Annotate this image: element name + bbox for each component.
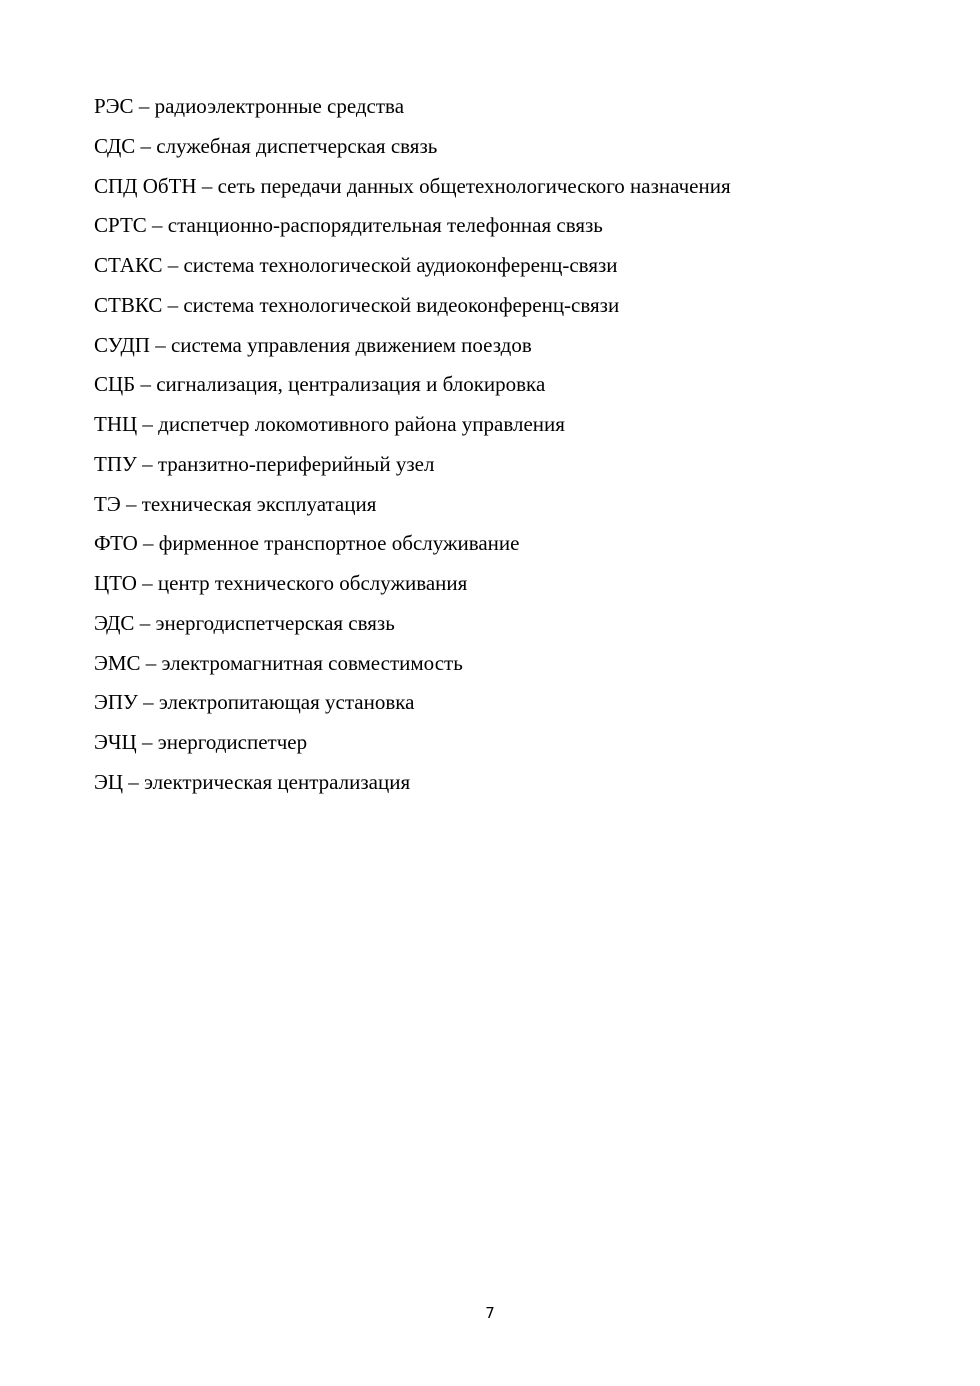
abbreviation-item (94, 132, 954, 172)
abbreviation-item (94, 450, 954, 490)
abbreviation-item (94, 92, 954, 132)
abbreviation-definition: сигнализация, централизация и блокировка (156, 372, 546, 397)
abbreviation-definition: система технологической аудиоконференц-связи (183, 253, 618, 277)
abbreviation-definition: электромагнитная совместимость (161, 650, 463, 675)
abbreviation-term: РЭС (94, 94, 134, 118)
abbreviation-dash: – (167, 253, 179, 277)
abbreviation-dash: – (142, 571, 153, 595)
abbreviation-item (94, 211, 954, 251)
abbreviation-dash: – (139, 610, 151, 635)
abbreviation-definition: энергодиспетчер (157, 730, 308, 754)
abbreviation-dash: – (142, 412, 153, 436)
abbreviation-definition: техническая эксплуатация (141, 491, 377, 516)
abbreviation-dash: – (155, 332, 166, 357)
abbreviation-definition: система технологической видеоконференц-связи (183, 292, 620, 317)
abbreviation-term: СЦБ (94, 372, 136, 397)
abbreviation-dash: – (145, 650, 157, 675)
abbreviation-dash: – (143, 690, 154, 715)
abbreviation-term: ЭМС (94, 650, 141, 675)
abbreviation-definition: электрическая централизация (144, 769, 411, 794)
abbreviation-term: СРТС (94, 213, 147, 238)
abbreviation-term: ФТО (94, 531, 138, 556)
abbreviation-dash: – (140, 133, 152, 158)
abbreviation-term: ЭПУ (94, 690, 138, 715)
abbreviation-item (94, 490, 954, 530)
abbreviation-term: ТПУ (94, 451, 137, 476)
abbreviation-definition: электропитающая установка (158, 690, 415, 715)
abbreviation-term: СДС (94, 133, 136, 158)
abbreviation-dash: – (140, 372, 151, 397)
abbreviation-item (94, 172, 954, 212)
abbreviation-item (94, 609, 954, 649)
abbreviation-dash: – (152, 213, 163, 238)
abbreviation-dash: – (201, 173, 213, 198)
abbreviation-definition: система управления движением поездов (170, 332, 532, 357)
abbreviation-dash: – (143, 531, 154, 556)
abbreviation-item (94, 331, 954, 371)
abbreviation-item (94, 728, 954, 768)
abbreviation-definition: диспетчер локомотивного района управления (158, 412, 565, 436)
abbreviation-definition: сеть передачи данных общетехнологического назначения (217, 173, 731, 198)
abbreviation-item (94, 569, 954, 609)
abbreviation-item (94, 370, 954, 410)
abbreviation-definition: служебная диспетчерская связь (156, 133, 438, 158)
abbreviation-dash: – (142, 451, 153, 476)
abbreviation-definition: энергодиспетчерская связь (155, 610, 395, 635)
abbreviation-term: СПД ОбТН (94, 173, 197, 198)
abbreviation-term: ТНЦ (94, 412, 138, 436)
abbreviation-item (94, 529, 954, 569)
abbreviation-item (94, 251, 954, 291)
abbreviation-definition: транзитно-периферийный узел (157, 451, 435, 476)
abbreviation-term: ЭДС (94, 610, 135, 635)
abbreviation-term: СТАКС (94, 253, 163, 277)
abbreviation-term: ЭЧЦ (94, 730, 137, 754)
abbreviation-item (94, 688, 954, 728)
abbreviation-item (94, 410, 954, 450)
abbreviation-item (94, 291, 954, 331)
abbreviation-definition: радиоэлектронные средства (154, 94, 405, 118)
abbreviation-term: ЦТО (94, 571, 137, 595)
abbreviation-list (94, 92, 954, 808)
abbreviation-definition: фирменное транспортное обслуживание (158, 531, 520, 556)
abbreviation-dash: – (167, 292, 179, 317)
abbreviation-dash: – (138, 94, 150, 118)
abbreviation-dash: – (141, 730, 153, 754)
abbreviation-term: ТЭ (94, 491, 121, 516)
abbreviation-term: ЭЦ (94, 769, 124, 794)
abbreviation-dash: – (125, 491, 137, 516)
page-number: 7 (485, 1304, 495, 1322)
abbreviation-dash: – (128, 769, 139, 794)
abbreviation-item (94, 649, 954, 689)
abbreviation-definition: центр технического обслуживания (157, 571, 468, 595)
abbreviation-term: СТВКС (94, 292, 163, 317)
abbreviation-term: СУДП (94, 332, 150, 357)
abbreviation-item (94, 768, 954, 808)
abbreviation-definition: станционно-распорядительная телефонная связь (167, 213, 603, 238)
